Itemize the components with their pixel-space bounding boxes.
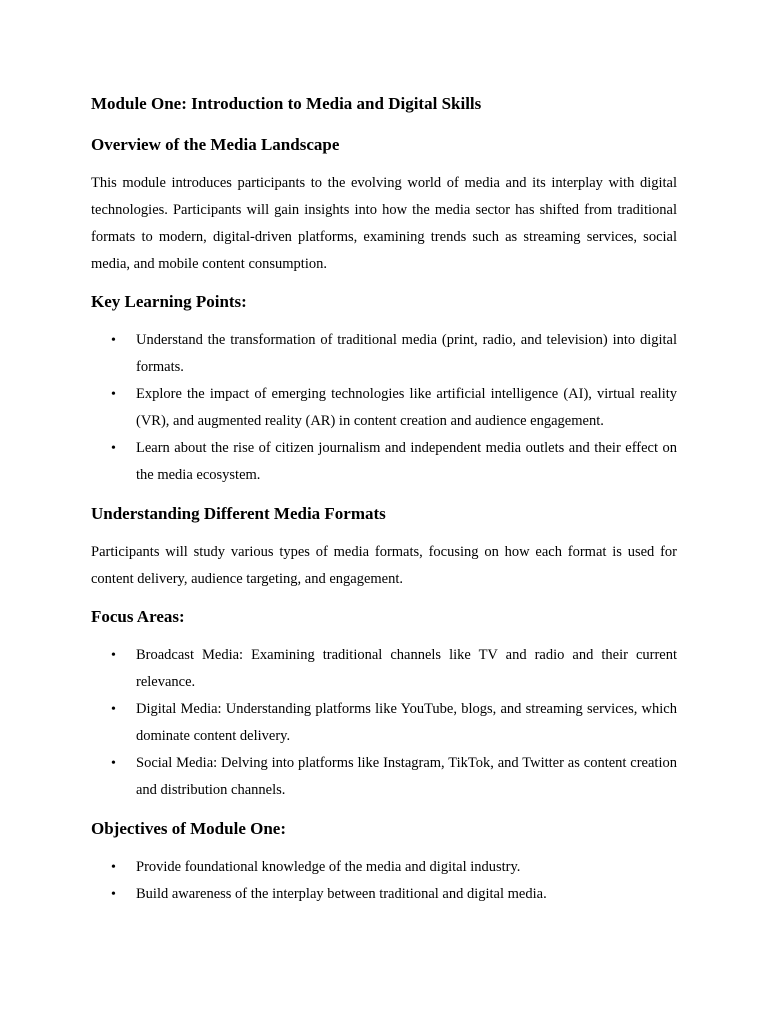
list-item (91, 642, 677, 696)
bullet-icon: • (111, 887, 116, 902)
bullet-icon: • (111, 756, 116, 771)
section-heading-objectives: Objectives of Module One: (91, 819, 286, 838)
list-item-text: Broadcast Media: Examining traditional channels like TV and radio and their current relevance. (136, 647, 677, 690)
list-item (91, 854, 677, 881)
bullet-icon: • (111, 387, 116, 402)
list-item (91, 696, 677, 750)
list-item (91, 435, 677, 489)
bullet-icon: • (111, 333, 116, 348)
document-title: Module One: Introduction to Media and Digital Skills (91, 94, 482, 113)
list-item-text: Learn about the rise of citizen journalism and independent media outlets and their effect on the media ecosystem. (136, 440, 677, 483)
list-item (91, 327, 677, 381)
bullet-icon: • (111, 702, 116, 717)
bullet-icon: • (111, 860, 116, 875)
list-item (91, 750, 677, 804)
key-learning-list (91, 327, 677, 489)
objectives-list (91, 854, 677, 908)
section-heading-overview: Overview of the Media Landscape (91, 135, 340, 154)
list-item-text: Build awareness of the interplay between traditional and digital media. (136, 886, 547, 902)
section-heading-formats: Understanding Different Media Formats (91, 504, 386, 523)
section-heading-focus-areas: Focus Areas: (91, 607, 185, 626)
list-item-text: Understand the transformation of traditional media (print, radio, and television) into digital formats. (136, 332, 677, 375)
list-item-text: Digital Media: Understanding platforms like YouTube, blogs, and streaming services, which dominate content delivery. (136, 701, 677, 744)
formats-paragraph: Participants will study various types of media formats, focusing on how each format is used for content delivery, audience targeting, and engagement. (91, 544, 677, 587)
focus-areas-list (91, 642, 677, 804)
list-item (91, 881, 677, 908)
section-heading-key-learning: Key Learning Points: (91, 292, 247, 311)
overview-paragraph: This module introduces participants to the evolving world of media and its interplay with digital technologies. Participants will gain insights into how the media sector has shifted from traditional formats to modern, digital-driven platforms, examining trends such as streaming services, social media, and mobile content consumption. (91, 175, 677, 272)
bullet-icon: • (111, 648, 116, 663)
list-item-text: Social Media: Delving into platforms like Instagram, TikTok, and Twitter as content creation and distribution channels. (136, 755, 677, 798)
bullet-icon: • (111, 441, 116, 456)
list-item-text: Provide foundational knowledge of the media and digital industry. (136, 859, 521, 875)
list-item-text: Explore the impact of emerging technologies like artificial intelligence (AI), virtual reality (VR), and augmented reality (AR) in content creation and audience engagement. (136, 386, 677, 429)
list-item (91, 381, 677, 435)
document-page (91, 92, 677, 921)
